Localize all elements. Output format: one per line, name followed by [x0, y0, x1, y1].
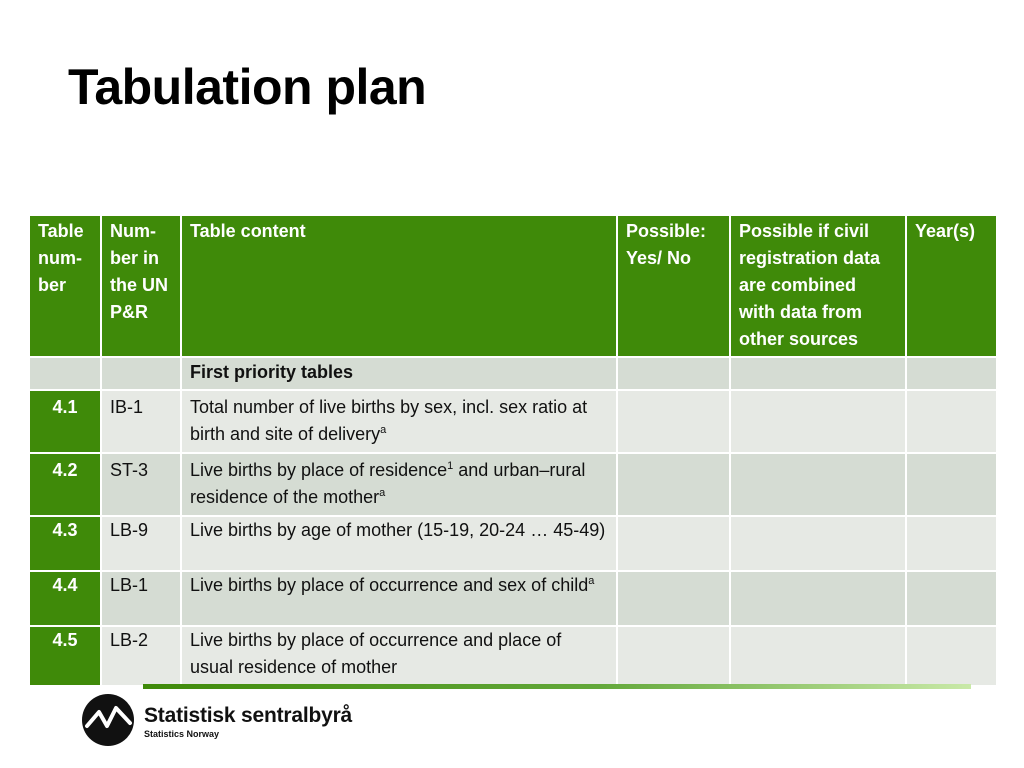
row-content: Live births by place of residence$^1$ and urban–rural residence of the mother$^a$ [181, 453, 617, 516]
row-table-number: 4.3 [29, 516, 101, 571]
row-content: Live births by age of mother (15-19, 20-24 … 45-49) [181, 516, 617, 571]
row-combined [730, 571, 906, 626]
logo-subtitle: Statistics Norway [144, 729, 220, 739]
row-years [906, 453, 997, 516]
row-combined [730, 516, 906, 571]
row-table-number: 4.4 [29, 571, 101, 626]
page-title: Tabulation plan [68, 59, 427, 115]
row-years [906, 390, 997, 453]
table-cell [101, 357, 181, 390]
row-possible [617, 390, 730, 453]
logo-name: Statistisk sentralbyrå [144, 704, 353, 727]
table-row [29, 390, 997, 453]
header-un-number: Num-ber in the UN P&R [101, 215, 181, 357]
row-un-number: IB-1 [101, 390, 181, 453]
table-cell [617, 357, 730, 390]
table-row [29, 516, 997, 571]
header-years: Year(s) [906, 215, 997, 357]
row-combined [730, 453, 906, 516]
ssb-logo [80, 692, 380, 752]
table-row [29, 571, 997, 626]
table-cell [730, 357, 906, 390]
row-combined [730, 390, 906, 453]
row-table-number: 4.1 [29, 390, 101, 453]
row-possible [617, 626, 730, 686]
row-years [906, 626, 997, 686]
table-header-row [29, 215, 997, 357]
footnote-marker: a [379, 487, 386, 499]
row-table-number: 4.2 [29, 453, 101, 516]
table-cell [29, 357, 101, 390]
row-un-number: LB-1 [101, 571, 181, 626]
footnote-marker: 1 [447, 460, 454, 472]
header-table-number: Table num-ber [29, 215, 101, 357]
row-content: Live births by place of occurrence and place of usual residence of mother [181, 626, 617, 686]
row-years [906, 571, 997, 626]
row-un-number: ST-3 [101, 453, 181, 516]
row-possible [617, 571, 730, 626]
tabulation-table [28, 214, 998, 687]
row-possible [617, 516, 730, 571]
header-table-content: Table content [181, 215, 617, 357]
row-combined [730, 626, 906, 686]
row-content: Live births by place of occurrence and sex of child$^a$ [181, 571, 617, 626]
row-table-number: 4.5 [29, 626, 101, 686]
row-un-number: LB-2 [101, 626, 181, 686]
table-cell [906, 357, 997, 390]
row-content: Total number of live births by sex, incl. sex ratio at birth and site of delivery$^a$ [181, 390, 617, 453]
footnote-marker: a [380, 424, 387, 436]
header-possible: Possible: Yes/ No [617, 215, 730, 357]
footnote-marker: a [588, 575, 595, 587]
row-years [906, 516, 997, 571]
table-row [29, 453, 997, 516]
row-possible [617, 453, 730, 516]
section-label: First priority tables [181, 357, 617, 390]
table-row [29, 626, 997, 686]
row-un-number: LB-9 [101, 516, 181, 571]
header-combined-sources: Possible if civil registration data are combined with data from other sources [730, 215, 906, 357]
footer-divider [143, 684, 971, 689]
ssb-logo-icon [80, 692, 136, 748]
section-row-first-priority [29, 357, 997, 390]
